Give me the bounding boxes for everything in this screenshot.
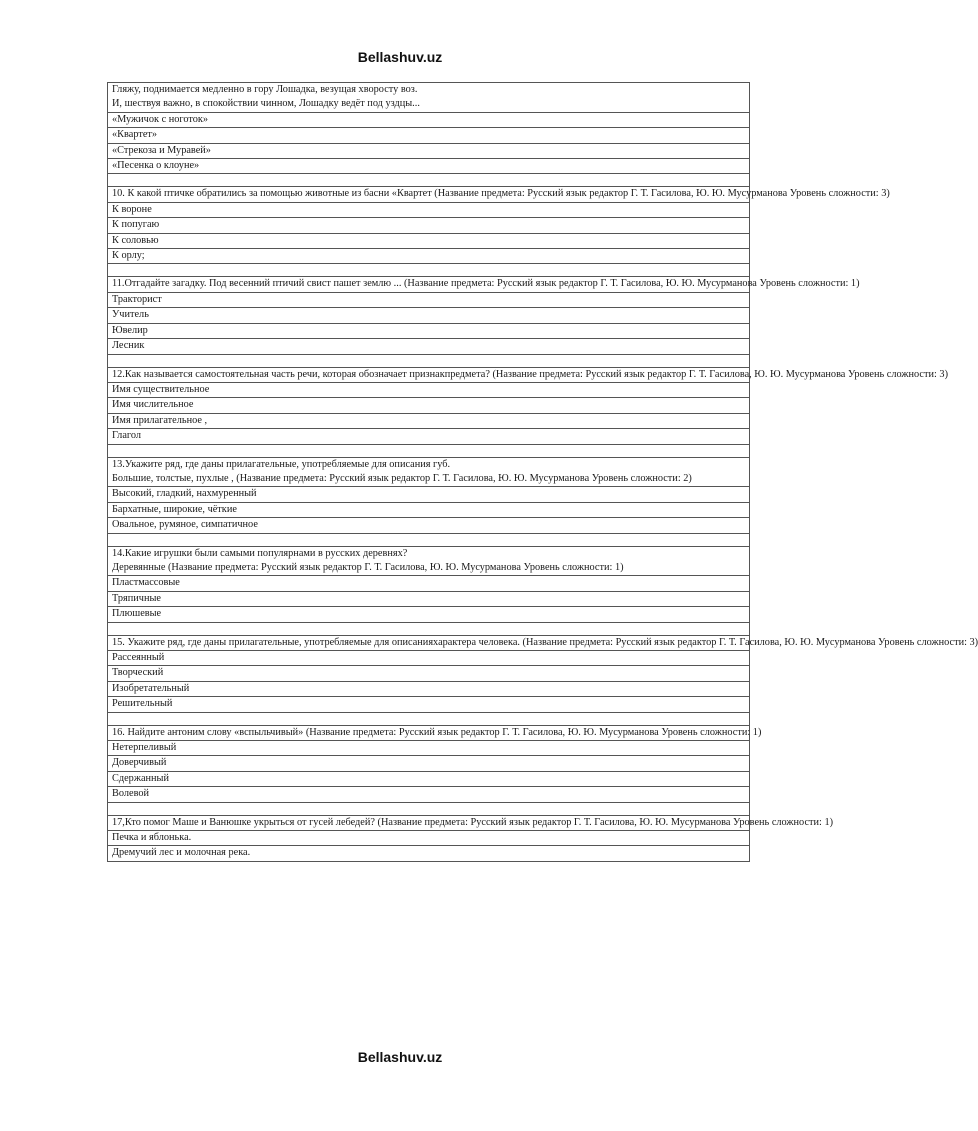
- spacer-cell: [108, 174, 750, 187]
- answer-option: «Стрекоза и Муравей»: [108, 143, 750, 158]
- answer-row: [108, 607, 750, 622]
- spacer-row: [108, 444, 750, 457]
- answer-row: [108, 591, 750, 606]
- answer-option: Учитель: [108, 308, 750, 323]
- spacer-cell: [108, 444, 750, 457]
- answer-row: [108, 502, 750, 517]
- answer-option: Волевой: [108, 787, 750, 802]
- answer-option: Тряпичные: [108, 591, 750, 606]
- answer-option: Имя существительное: [108, 382, 750, 397]
- answer-option: Сдержанный: [108, 771, 750, 786]
- answer-option: Ювелир: [108, 323, 750, 338]
- question-row: [108, 187, 750, 202]
- spacer-cell: [108, 264, 750, 277]
- question-row: [108, 815, 750, 830]
- spacer-row: [108, 354, 750, 367]
- answer-option: Дремучий лес и молочная река.: [108, 846, 750, 861]
- questions-table-body: [108, 83, 978, 862]
- answer-row: [108, 308, 750, 323]
- question-text: 12.Как называется самостоятельная часть речи, которая обозначает признакпредмета? (Название предмета: Русский язык редактор Г. Т. Гасилова, Ю. Ю. Мусурманова Уровень сложности: 3): [108, 367, 750, 382]
- answer-row: [108, 159, 750, 174]
- answer-row: [108, 292, 750, 307]
- question-row: [108, 277, 750, 292]
- question-text: 16. Найдите антоним слову «вспыльчивый» (Название предмета: Русский язык редактор Г. Т. Гасилова, Ю. Ю. Мусурманова Уровень сложности: 1): [108, 725, 750, 740]
- answer-row: [108, 429, 750, 444]
- spacer-row: [108, 174, 750, 187]
- answer-row: [108, 756, 750, 771]
- answer-option: Доверчивый: [108, 756, 750, 771]
- answer-option: Бархатные, широкие, чёткие: [108, 502, 750, 517]
- answer-option: Лесник: [108, 339, 750, 354]
- question-text: 11.Отгадайте загадку. Под весенний птичий свист пашет землю ... (Название предмета: Русский язык редактор Г. Т. Гасилова, Ю. Ю. Мусурманова Уровень сложности: 1): [108, 277, 750, 292]
- footer-site-name: Bellashuv.uz: [357, 1049, 443, 1065]
- spacer-cell: [108, 533, 750, 546]
- answer-option: Решительный: [108, 697, 750, 712]
- answer-option: «Мужичок с ноготок»: [108, 112, 750, 127]
- header-site-name: Bellashuv.uz: [357, 49, 443, 65]
- answer-row: [108, 831, 750, 846]
- answer-option: Имя прилагательное ,: [108, 413, 750, 428]
- answer-row: [108, 846, 750, 861]
- question-row: [108, 367, 750, 382]
- spacer-cell: [108, 354, 750, 367]
- answer-row: [108, 323, 750, 338]
- answer-row: [108, 249, 750, 264]
- answer-option: «Песенка о клоуне»: [108, 159, 750, 174]
- answer-row: [108, 382, 750, 397]
- answer-row: [108, 771, 750, 786]
- answer-row: [108, 741, 750, 756]
- answer-option: Имя числительное: [108, 398, 750, 413]
- answer-row: [108, 143, 750, 158]
- answer-option: «Квартет»: [108, 128, 750, 143]
- answer-option: Творческий: [108, 666, 750, 681]
- question-row: [108, 457, 750, 487]
- answer-row: [108, 218, 750, 233]
- answer-row: [108, 697, 750, 712]
- answer-row: [108, 398, 750, 413]
- question-row: [108, 83, 750, 113]
- answer-row: [108, 233, 750, 248]
- answer-row: [108, 787, 750, 802]
- spacer-row: [108, 264, 750, 277]
- answer-row: [108, 128, 750, 143]
- answer-option: Пластмассовые: [108, 576, 750, 591]
- spacer-cell: [108, 712, 750, 725]
- question-text: 15. Укажите ряд, где даны прилагательные, употребляемые для описанияхарактера человека. (Название предмета: Русский язык редактор Г. Т. Гасилова, Ю. Ю. Мусурманова Уровень сложности: 3): [108, 635, 750, 650]
- spacer-row: [108, 712, 750, 725]
- answer-row: [108, 202, 750, 217]
- answer-row: [108, 487, 750, 502]
- question-text: 14.Какие игрушки были самыми популярнами в русских деревнях? Деревянные (Название предмета: Русский язык редактор Г. Т. Гасилова, Ю. Ю. Мусурманова Уровень сложности: 1): [108, 546, 750, 576]
- question-text: 13.Укажите ряд, где даны прилагательные, употребляемые для описания губ. Большие, толстые, пухлые , (Название предмета: Русский язык редактор Г. Т. Гасилова, Ю. Ю. Мусурманова Уровень сложности: 2): [108, 457, 750, 487]
- answer-option: Глагол: [108, 429, 750, 444]
- answer-option: Рассеянный: [108, 651, 750, 666]
- answer-row: [108, 681, 750, 696]
- answer-option: К вороне: [108, 202, 750, 217]
- answer-option: К соловью: [108, 233, 750, 248]
- answer-option: К орлу;: [108, 249, 750, 264]
- answer-row: [108, 413, 750, 428]
- answer-option: Плюшевые: [108, 607, 750, 622]
- question-row: [108, 725, 750, 740]
- answer-option: Нетерпеливый: [108, 741, 750, 756]
- answer-row: [108, 651, 750, 666]
- spacer-row: [108, 533, 750, 546]
- spacer-row: [108, 622, 750, 635]
- answer-row: [108, 339, 750, 354]
- answer-option: К попугаю: [108, 218, 750, 233]
- question-row: [108, 635, 750, 650]
- spacer-row: [108, 802, 750, 815]
- answer-option: Изобретательный: [108, 681, 750, 696]
- answer-option: Печка и яблонька.: [108, 831, 750, 846]
- answer-row: [108, 112, 750, 127]
- question-row: [108, 546, 750, 576]
- answer-row: [108, 666, 750, 681]
- question-text: 10. К какой птичке обратились за помощью животные из басни «Квартет (Название предмета: Русский язык редактор Г. Т. Гасилова, Ю. Ю. Мусурманова Уровень сложности: 3): [108, 187, 750, 202]
- spacer-cell: [108, 802, 750, 815]
- question-text: Гляжу, поднимается медленно в гору Лошадка, везущая хворосту воз. И, шествуя важно, в спокойствии чинном, Лошадку ведёт под уздцы...: [108, 83, 750, 113]
- answer-row: [108, 518, 750, 533]
- answer-option: Высокий, гладкий, нахмуренный: [108, 487, 750, 502]
- spacer-cell: [108, 622, 750, 635]
- question-text: 17,Кто помог Маше и Ванюшке укрыться от гусей лебедей? (Название предмета: Русский язык редактор Г. Т. Гасилова, Ю. Ю. Мусурманова Уровень сложности: 1): [108, 815, 750, 830]
- answer-option: Овальное, румяное, симпатичное: [108, 518, 750, 533]
- answer-option: Тракторист: [108, 292, 750, 307]
- questions-table: [107, 82, 978, 862]
- answer-row: [108, 576, 750, 591]
